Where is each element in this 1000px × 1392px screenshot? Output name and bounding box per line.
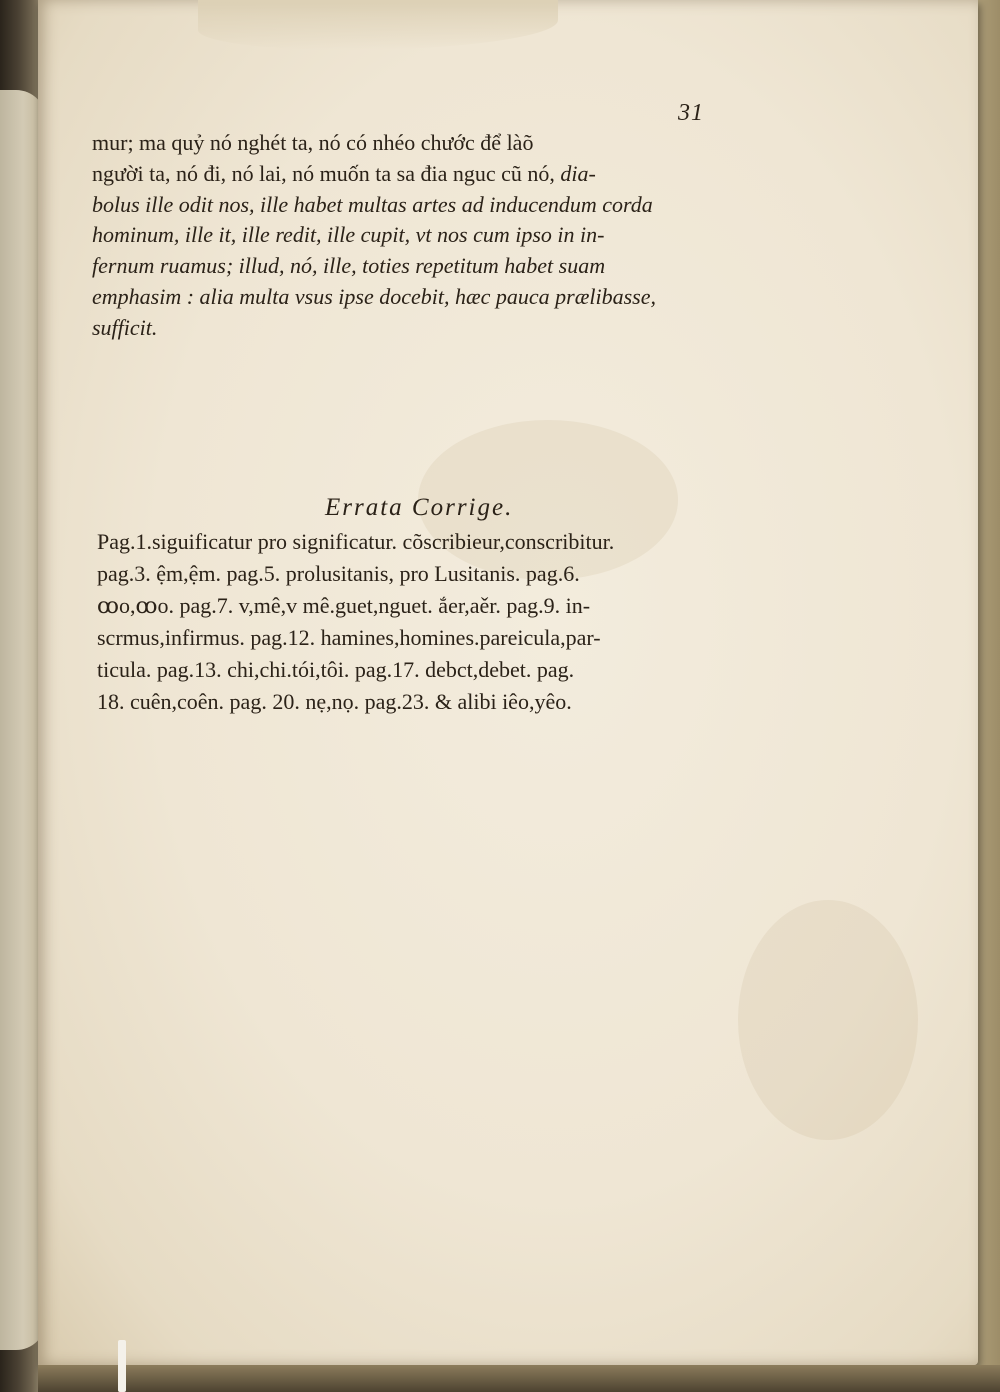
errata-line: ticula. pag.13. chi,chi.tói,tôi. pag.17. debct,debet. pag. [97, 657, 575, 682]
body-line: sufficit. [92, 314, 158, 340]
body-line: hominum, ille it, ille redit, ille cupit, vt nos cum ipso in in- [92, 222, 605, 248]
page-number: 31 [678, 100, 704, 126]
errata-line: Pag.1.siguificatur pro significatur. cõscribieur,conscribitur. [97, 529, 615, 554]
body-line: emphasim : alia multa vsus ipse docebit, hæc pauca prælibasse, [92, 283, 657, 309]
errata-line: 18. cuên,coên. pag. 20. nẹ,nọ. pag.23. & alibi iêo,yêo. [97, 689, 572, 714]
body-line: bolus ille odit nos, ille habet multas artes ad inducendum corda [92, 191, 653, 217]
body-line: người ta, nó đi, nó lai, nó muốn ta sa đia nguc cũ nó, dia- [92, 160, 596, 186]
errata-line: scrmus,infirmus. pag.12. hamines,homines.pareicula,par- [97, 625, 601, 650]
scan-bottom-edge [38, 1365, 1000, 1392]
errata-list [97, 526, 757, 718]
errata-heading: Errata Corrige. [325, 494, 514, 521]
errata-line: pag.3. ệm,ệm. pag.5. prolusitanis, pro Lusitanis. pag.6. [97, 561, 580, 586]
worn-top-edge [198, 0, 558, 50]
body-line: mur; ma quỷ nó nghét ta, nó có nhéo chước để làõ [92, 130, 534, 155]
bookmark-ribbon [118, 1340, 126, 1392]
paper-stain [738, 900, 918, 1140]
body-line: fernum ruamus; illud, nó, ille, toties repetitum habet suam [92, 253, 606, 279]
body-text-block [92, 128, 754, 344]
errata-line: ꝏo,ꝏo. pag.7. v,mê,v mê.guet,nguet. ắer,aěr. pag.9. in- [97, 593, 591, 618]
